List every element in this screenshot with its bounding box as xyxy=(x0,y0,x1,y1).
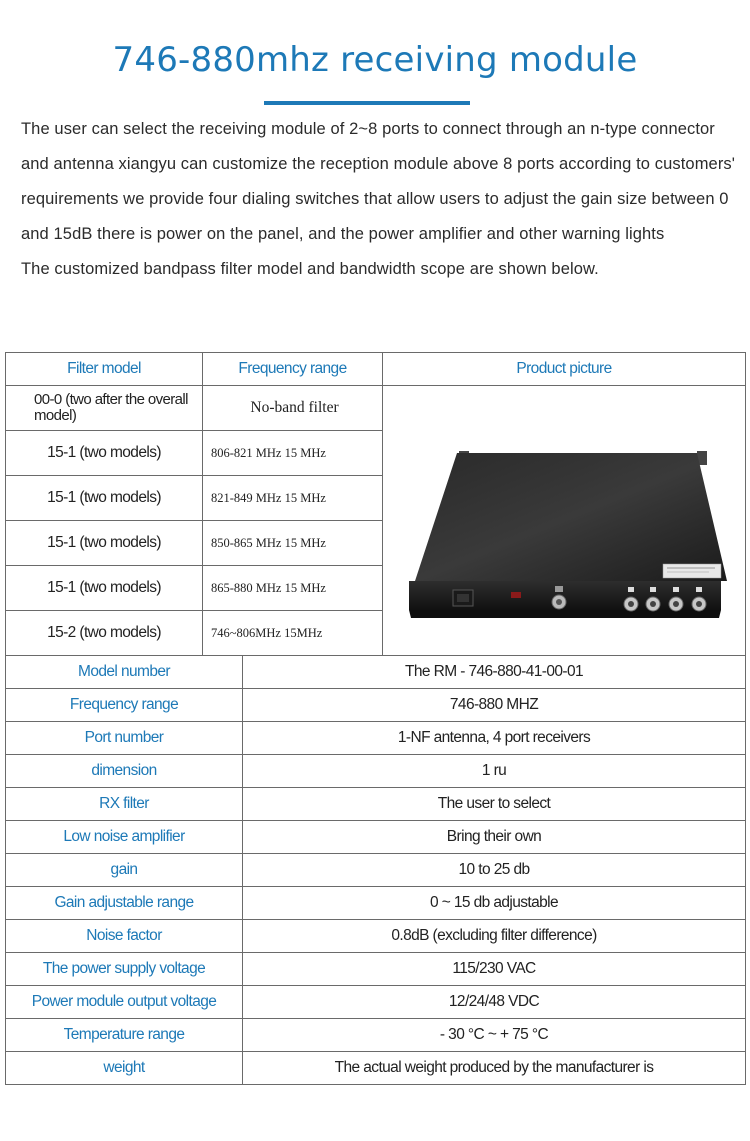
table-row xyxy=(6,887,746,920)
spec-label: Port number xyxy=(6,722,243,755)
header-frequency-range: Frequency range xyxy=(203,353,383,386)
frequency-cell: 865-880 MHz 15 MHz xyxy=(203,566,383,611)
table-row xyxy=(6,986,746,1019)
table-row xyxy=(6,689,746,722)
intro-paragraph-1: The user can select the receiving module of 2~8 ports to connect through an n-type connector and antenna xiangyu can customize the reception module above 8 ports according to customers' requirements we provide four dialing switches that allow users to adjust the gain size between 0 and 15dB there is power on the panel, and the power amplifier and other warning lights xyxy=(21,120,736,243)
table-row xyxy=(6,1019,746,1052)
title-underline xyxy=(264,101,470,105)
spec-label: Frequency range xyxy=(6,689,243,722)
spec-value: The user to select xyxy=(243,788,746,821)
intro-text xyxy=(21,112,736,287)
spec-value: 1-NF antenna, 4 port receivers xyxy=(243,722,746,755)
spec-value: The actual weight produced by the manufacturer is xyxy=(243,1052,746,1085)
spec-label: Low noise amplifier xyxy=(6,821,243,854)
spec-label: gain xyxy=(6,854,243,887)
product-picture-cell xyxy=(383,386,746,656)
filter-model-cell: 15-1 (two models) xyxy=(6,521,203,566)
table-row xyxy=(6,920,746,953)
spec-value: 115/230 VAC xyxy=(243,953,746,986)
spec-label: Gain adjustable range xyxy=(6,887,243,920)
spec-value: The RM - 746-880-41-00-01 xyxy=(243,656,746,689)
spec-value: - 30 °C ~ + 75 °C xyxy=(243,1019,746,1052)
spec-value: 12/24/48 VDC xyxy=(243,986,746,1019)
filter-model-cell: 00-0 (two after the overall model) xyxy=(6,386,203,431)
spec-label: dimension xyxy=(6,755,243,788)
spec-label: weight xyxy=(6,1052,243,1085)
frequency-cell: 821-849 MHz 15 MHz xyxy=(203,476,383,521)
frequency-cell: No-band filter xyxy=(203,386,383,431)
frequency-cell: 850-865 MHz 15 MHz xyxy=(203,521,383,566)
page-title: 746-880mhz receiving module xyxy=(112,40,638,80)
table-row xyxy=(6,722,746,755)
header-product-picture: Product picture xyxy=(383,353,746,386)
spec-value: 0.8dB (excluding filter difference) xyxy=(243,920,746,953)
table-row xyxy=(6,755,746,788)
table-row xyxy=(6,656,746,689)
spec-label: Power module output voltage xyxy=(6,986,243,1019)
frequency-cell: 746~806MHz 15MHz xyxy=(203,611,383,656)
rack-receiver-module-image xyxy=(401,406,727,636)
filter-model-cell: 15-2 (two models) xyxy=(6,611,203,656)
table-row xyxy=(6,821,746,854)
table-row xyxy=(6,854,746,887)
filter-model-cell: 15-1 (two models) xyxy=(6,431,203,476)
filter-table xyxy=(5,352,746,656)
table-row xyxy=(6,953,746,986)
header-filter-model: Filter model xyxy=(6,353,203,386)
spec-table xyxy=(5,655,746,1085)
table-row xyxy=(6,386,746,431)
spec-value: 10 to 25 db xyxy=(243,854,746,887)
spec-label: Temperature range xyxy=(6,1019,243,1052)
table-row xyxy=(6,788,746,821)
filter-model-cell: 15-1 (two models) xyxy=(6,476,203,521)
spec-label: RX filter xyxy=(6,788,243,821)
filter-table-header xyxy=(6,353,746,386)
spec-value: Bring their own xyxy=(243,821,746,854)
filter-model-cell: 15-1 (two models) xyxy=(6,566,203,611)
spec-label: Model number xyxy=(6,656,243,689)
spec-value: 0 ~ 15 db adjustable xyxy=(243,887,746,920)
frequency-cell: 806-821 MHz 15 MHz xyxy=(203,431,383,476)
table-row xyxy=(6,1052,746,1085)
spec-label: The power supply voltage xyxy=(6,953,243,986)
spec-value: 746-880 MHZ xyxy=(243,689,746,722)
intro-paragraph-2: The customized bandpass filter model and bandwidth scope are shown below. xyxy=(21,260,599,278)
spec-label: Noise factor xyxy=(6,920,243,953)
spec-value: 1 ru xyxy=(243,755,746,788)
